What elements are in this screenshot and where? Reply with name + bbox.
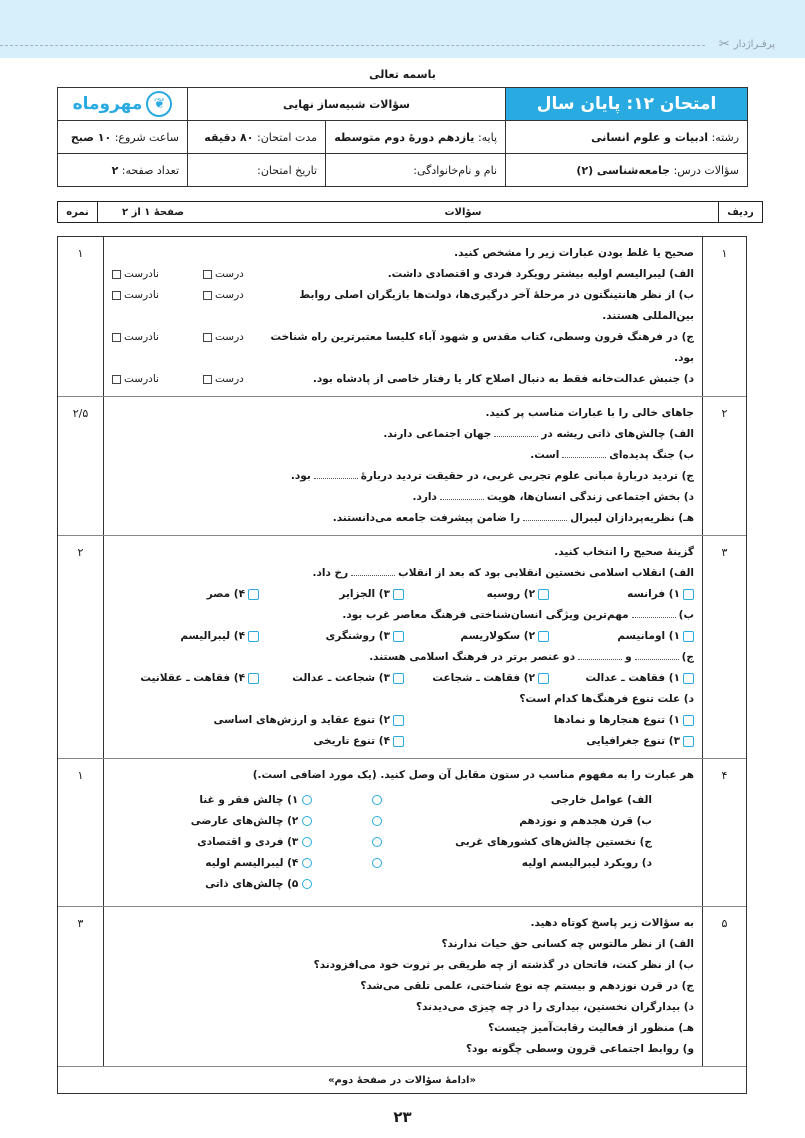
option-label: ۴) مصر: [206, 588, 245, 600]
blank-field[interactable]: [523, 512, 567, 521]
column-radif: ردیف: [718, 202, 762, 222]
stem-text-before: ب): [678, 609, 694, 621]
connector-dot-icon[interactable]: [302, 879, 312, 889]
question-score: ۳: [58, 907, 104, 1066]
matching-connectors-left: [312, 790, 382, 895]
column-page-indicator: صفحهٔ ۱ از ۲: [122, 206, 184, 218]
checkbox-icon[interactable]: [393, 589, 404, 600]
question-body: [104, 397, 702, 535]
option-label: ۴) فقاهت ـ عقلانیت: [140, 672, 245, 684]
page-count-cell: [58, 154, 188, 187]
true-label: درست: [214, 268, 244, 280]
blank-text-after: دارد.: [412, 491, 437, 503]
duration-label: مدت امتحان:: [256, 130, 318, 144]
match-item: ج) نخستین چالش‌های کشورهای غربی: [455, 836, 652, 848]
match-option-label: ۴) لیبرالیسم اولیه: [205, 857, 299, 869]
perforation-text: پرفـراژدار: [733, 39, 775, 50]
match-item: ب) قرن هجدهم و نوزدهم: [519, 815, 652, 827]
false-label: نادرست: [124, 331, 159, 343]
mcq-option[interactable]: [114, 626, 259, 647]
checkbox-icon[interactable]: [683, 589, 694, 600]
false-option[interactable]: [112, 369, 159, 390]
connector-dot-icon[interactable]: [302, 837, 312, 847]
field-cell: [506, 121, 748, 154]
question-prompt: هر عبارت را به مفهوم مناسب در ستون مقابل آن وصل کنید. (یک مورد اضافی است.): [252, 769, 694, 781]
option-label: ۴) تنوع تاریخی: [313, 735, 390, 747]
true-option[interactable]: [203, 327, 244, 348]
stem-text-after: دو عنصر برتر در فرهنگ اسلامی هستند.: [369, 651, 576, 663]
question-number: ۱: [702, 237, 746, 396]
butterfly-icon: ❦: [146, 91, 172, 117]
checkbox-icon[interactable]: [248, 631, 259, 642]
tf-choices: [112, 327, 244, 348]
stem-text-mid: و: [625, 651, 632, 663]
checkbox-icon[interactable]: [683, 715, 694, 726]
option-label: ۳) شجاعت ـ عدالت: [292, 672, 390, 684]
tf-statement: د) جنبش عدالت‌خانه فقط به دنبال اصلاح کار یا رفتار خاصی از پادشاه بود.: [312, 373, 694, 385]
blank-field[interactable]: [440, 491, 484, 500]
blank-field[interactable]: [494, 428, 538, 437]
blank-text-before: الف) چالش‌های ذاتی ریشه در: [541, 428, 694, 440]
mcq-options: [112, 668, 694, 689]
checkbox-icon[interactable]: [393, 715, 404, 726]
checkbox-icon[interactable]: [203, 291, 212, 300]
fill-blank-item: [112, 445, 694, 466]
publisher-logo: [58, 88, 188, 121]
tf-choices: [112, 264, 244, 285]
grade-cell: [326, 121, 506, 154]
field-value: ادبیات و علوم انسانی: [591, 130, 709, 144]
question-body: [104, 536, 702, 758]
page-count-label: تعداد صفحه:: [121, 163, 179, 177]
page-number: ۲۳: [393, 1108, 412, 1126]
question-body: [104, 759, 702, 906]
blank-text-after: بود.: [290, 470, 311, 482]
checkbox-icon[interactable]: [112, 270, 121, 279]
question-prompt: به سؤالات زیر پاسخ کوتاه دهید.: [530, 917, 694, 929]
option-label: ۲) سکولاریسم: [460, 630, 535, 642]
mcq-option[interactable]: [404, 710, 694, 731]
blank-text-after: است.: [530, 449, 560, 461]
continuation-note: «ادامهٔ سؤالات در صفحهٔ دوم»: [328, 1074, 476, 1086]
stem-text-after: رخ داد.: [312, 567, 349, 579]
option-label: ۲) تنوع عقاید و ارزش‌های اساسی: [213, 714, 390, 726]
question-score: ۲: [58, 536, 104, 758]
bismillah-heading: باسمه تعالی: [369, 68, 436, 81]
checkbox-icon[interactable]: [203, 270, 212, 279]
connector-dot-icon[interactable]: [372, 816, 382, 826]
true-label: درست: [214, 373, 244, 385]
exam-header-table: [57, 87, 748, 187]
option-label: ۲) فقاهت ـ شجاعت: [432, 672, 535, 684]
mcq-options: [112, 584, 694, 605]
grade-value: یازدهم دورهٔ دوم متوسطه: [334, 130, 475, 144]
tf-statement: ب) از نظر هانتینگتون در مرحلهٔ آخر درگیری‌ها، دولت‌ها بازیگران اصلی روابط بین‌المللی هستند.: [299, 289, 694, 322]
true-option[interactable]: [203, 285, 244, 306]
short-answer-item: د) بیدارگران نخستین، بیداری را در چه چیزی می‌دیدند؟: [416, 1001, 694, 1013]
connector-dot-icon[interactable]: [372, 795, 382, 805]
checkbox-icon[interactable]: [683, 673, 694, 684]
mcq-option[interactable]: [114, 584, 259, 605]
field-label: رشته:: [711, 130, 740, 144]
course-label: سؤالات درس:: [673, 163, 740, 177]
short-answer-item: ب) از نظر کنت، فاتحان در گذشته از چه طریقی بر ثروت خود می‌افزودند؟: [313, 959, 694, 971]
checkbox-icon[interactable]: [112, 375, 121, 384]
column-questions: سؤالات: [444, 206, 482, 218]
short-answer-item: ج) در قرن نوزدهم و بیستم چه نوع شناختی، علمی تلقی می‌شد؟: [360, 980, 694, 992]
option-label: ۱) اومانیسم: [617, 630, 680, 642]
stem-text-before: الف) انقلاب اسلامی نخستین انقلابی بود که بعد از انقلاب: [398, 567, 694, 579]
question-body: [104, 237, 702, 396]
course-cell: [506, 154, 748, 187]
false-label: نادرست: [124, 268, 159, 280]
checkbox-icon[interactable]: [538, 631, 549, 642]
checkbox-icon[interactable]: [393, 673, 404, 684]
blank-text-before: ب) جنگ پدیده‌ای: [609, 449, 694, 461]
question-row-1: [58, 237, 746, 397]
mcq-option[interactable]: [404, 668, 549, 689]
blank-text-before: د) بخش اجتماعی زندگی انسان‌ها، هویت: [486, 491, 694, 503]
true-label: درست: [214, 289, 244, 301]
mcq-stem: [112, 605, 694, 626]
false-option[interactable]: [112, 264, 159, 285]
duration-value: ۸۰ دقیقه: [204, 130, 254, 144]
tf-item: [112, 264, 694, 285]
match-option[interactable]: [112, 853, 312, 874]
tf-choices: [112, 369, 244, 390]
blank-text-after: جهان اجتماعی دارند.: [383, 428, 492, 440]
name-field[interactable]: نام و نام‌خانوادگی:: [326, 154, 506, 187]
fill-blank-item: [112, 487, 694, 508]
questions-table: [57, 236, 747, 1094]
mcq-options: [112, 710, 694, 731]
matching-right-column: [112, 790, 312, 895]
question-number: ۵: [702, 907, 746, 1066]
match-option[interactable]: [112, 874, 312, 895]
logo-text: مهروماه: [72, 94, 143, 114]
blank-field[interactable]: [314, 470, 358, 479]
tf-statement: ج) در فرهنگ قرون وسطی، کتاب مقدس و شهود آباء کلیسا معتبرترین راه شناخت بود.: [270, 331, 694, 364]
checkbox-icon[interactable]: [393, 631, 404, 642]
blank-field[interactable]: [562, 449, 606, 458]
perforation-label: [719, 37, 775, 52]
question-score: ۲/۵: [58, 397, 104, 535]
checkbox-icon[interactable]: [683, 736, 694, 747]
connector-dot-icon[interactable]: [372, 858, 382, 868]
mcq-option[interactable]: [114, 668, 259, 689]
duration-cell: [188, 121, 326, 154]
question-row-2: [58, 397, 746, 536]
question-row-4: [58, 759, 746, 907]
scissors-icon: ✂: [718, 37, 730, 52]
fill-blank-item: [112, 466, 694, 487]
fill-blank-item: [112, 508, 694, 529]
mcq-option[interactable]: [259, 626, 404, 647]
match-option[interactable]: [112, 790, 312, 811]
question-prompt: صحیح یا غلط بودن عبارات زیر را مشخص کنید.: [454, 247, 694, 259]
false-label: نادرست: [124, 373, 159, 385]
exam-subtitle: سؤالات شبیه‌ساز نهایی: [188, 88, 506, 121]
column-score: نمره: [58, 202, 98, 222]
checkbox-icon[interactable]: [393, 736, 404, 747]
tf-statement: الف) لیبرالیسم اولیه بیشتر رویکرد فردی و اقتصادی داشت.: [387, 268, 694, 280]
question-prompt: جاهای خالی را با عبارات مناسب پر کنید.: [485, 407, 694, 419]
option-label: ۱) فقاهت ـ عدالت: [585, 672, 680, 684]
question-score: ۱: [58, 759, 104, 906]
option-label: ۳) الجزایر: [339, 588, 390, 600]
match-option-label: ۱) چالش فقر و غنا: [199, 794, 299, 806]
mcq-option[interactable]: [404, 584, 549, 605]
connector-dot-icon[interactable]: [372, 837, 382, 847]
mcq-option[interactable]: [259, 668, 404, 689]
mcq-option[interactable]: [549, 668, 694, 689]
question-row-5: [58, 907, 746, 1067]
connector-dot-icon[interactable]: [302, 816, 312, 826]
tf-item: [112, 285, 694, 327]
mcq-option[interactable]: [259, 584, 404, 605]
mcq-option[interactable]: [114, 710, 404, 731]
page-count-value: ۲: [111, 163, 119, 177]
perforation-line: [0, 45, 705, 46]
questions-column-header: [57, 201, 763, 223]
mcq-option[interactable]: [549, 626, 694, 647]
exam-date-field[interactable]: تاریخ امتحان:: [188, 154, 326, 187]
mcq-stem: د) علت تنوع فرهنگ‌ها کدام است؟: [519, 693, 694, 705]
blank-text-before: ج) تردید دربارهٔ مبانی علوم تجربی غربی، در حقیقت تردید دربارهٔ: [360, 470, 694, 482]
checkbox-icon[interactable]: [248, 589, 259, 600]
question-prompt: گزینهٔ صحیح را انتخاب کنید.: [554, 546, 694, 558]
checkbox-icon[interactable]: [248, 673, 259, 684]
mcq-options: [112, 731, 694, 752]
blank-text-after: را ضامن پیشرفت جامعه می‌دانستند.: [332, 512, 521, 524]
connector-dot-icon[interactable]: [302, 858, 312, 868]
tf-choices: [112, 285, 244, 306]
match-option[interactable]: [112, 811, 312, 832]
mcq-option[interactable]: [404, 731, 694, 752]
mcq-stem: [112, 647, 694, 668]
option-label: ۴) لیبرالیسم: [180, 630, 245, 642]
option-label: ۱) فرانسه: [627, 588, 680, 600]
mcq-stem: [112, 563, 694, 584]
blank-text-before: هـ) نظریه‌پردازان لیبرال: [570, 512, 694, 524]
question-score: ۱: [58, 237, 104, 396]
blank-field: [635, 651, 679, 660]
blank-field: [351, 567, 395, 576]
option-label: ۳) روشنگری: [325, 630, 390, 642]
false-option[interactable]: [112, 285, 159, 306]
question-number: ۴: [702, 759, 746, 906]
start-time-value: ۱۰ صبح: [70, 130, 112, 144]
short-answer-item: هـ) منظور از فعالیت رقابت‌آمیز چیست؟: [488, 1022, 694, 1034]
true-option[interactable]: [203, 264, 244, 285]
matching-columns: [112, 790, 694, 895]
connector-dot-icon[interactable]: [302, 795, 312, 805]
option-label: ۲) روسیه: [486, 588, 535, 600]
course-value: جامعه‌شناسی (۲): [576, 163, 671, 177]
checkbox-icon[interactable]: [203, 375, 212, 384]
mcq-options: [112, 626, 694, 647]
match-option[interactable]: [112, 832, 312, 853]
question-number: ۲: [702, 397, 746, 535]
perforation-strip: [0, 0, 805, 58]
option-label: ۱) تنوع هنجارها و نمادها: [553, 714, 680, 726]
start-time-cell: [58, 121, 188, 154]
question-number: ۳: [702, 536, 746, 758]
match-item: الف) عوامل خارجی: [550, 794, 652, 806]
true-label: درست: [214, 331, 244, 343]
true-option[interactable]: [203, 369, 244, 390]
checkbox-icon[interactable]: [538, 589, 549, 600]
stem-text-before: ج): [681, 651, 694, 663]
checkbox-icon[interactable]: [112, 291, 121, 300]
checkbox-icon[interactable]: [203, 333, 212, 342]
match-option-label: ۳) فردی و اقتصادی: [197, 836, 299, 848]
short-answer-item: الف) از نظر مالتوس چه کسانی حق حیات ندارند؟: [441, 938, 694, 950]
mcq-option[interactable]: [549, 584, 694, 605]
false-option[interactable]: [112, 327, 159, 348]
false-label: نادرست: [124, 289, 159, 301]
match-option-label: ۲) چالش‌های عارضی: [190, 815, 299, 827]
tf-item: [112, 327, 694, 369]
blank-field: [632, 609, 676, 618]
mcq-option[interactable]: [114, 731, 404, 752]
start-time-label: ساعت شروع:: [114, 130, 179, 144]
tf-item: [112, 369, 694, 390]
grade-label: پایه:: [477, 130, 498, 144]
stem-text-after: مهم‌ترین ویژگی انسان‌شناختی فرهنگ معاصر غرب بود.: [342, 609, 629, 621]
matching-left-column: [382, 790, 694, 895]
match-item: د) رویکرد لیبرالیسم اولیه: [521, 857, 652, 869]
question-row-3: [58, 536, 746, 759]
mcq-option[interactable]: [404, 626, 549, 647]
option-label: ۳) تنوع جغرافیایی: [586, 735, 680, 747]
blank-field: [578, 651, 622, 660]
fill-blank-item: [112, 424, 694, 445]
checkbox-icon[interactable]: [683, 631, 694, 642]
short-answer-item: و) روابط اجتماعی قرون وسطی چگونه بود؟: [465, 1043, 694, 1055]
checkbox-icon[interactable]: [112, 333, 121, 342]
question-body: [104, 907, 702, 1066]
checkbox-icon[interactable]: [538, 673, 549, 684]
exam-title: امتحان ۱۲: پایان سال: [506, 88, 748, 121]
match-option-label: ۵) چالش‌های ذاتی: [205, 878, 299, 890]
